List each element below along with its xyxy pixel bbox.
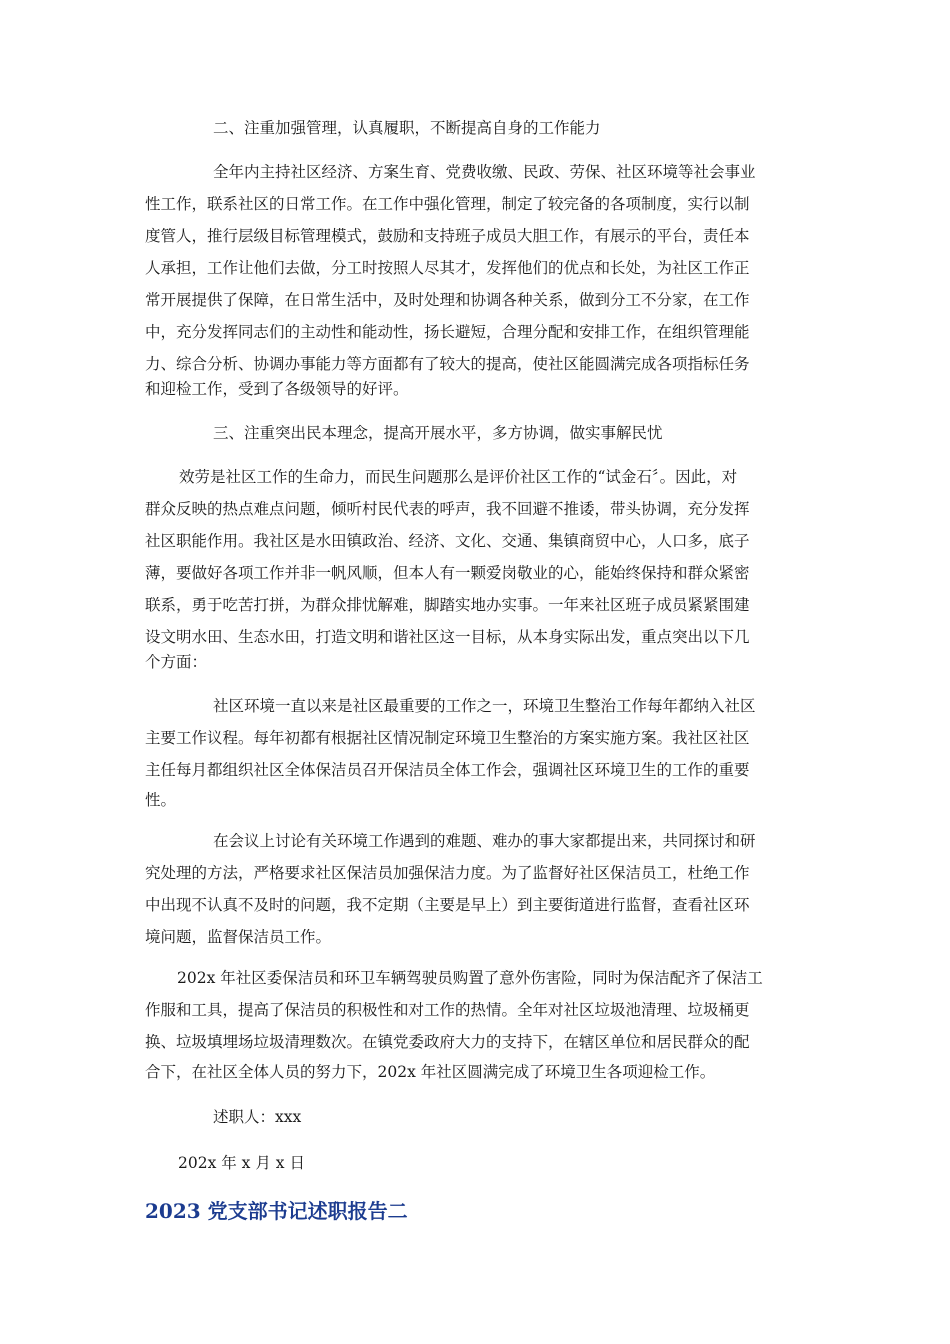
paragraph-line: 效劳是社区工作的生命力，而民生问题那么是评价社区工作的“试金石〞。因此，对 [179, 468, 738, 486]
signature: 述职人：xxx [213, 1108, 302, 1126]
paragraph-line: 中，充分发挥同志们的主动性和能动性，扬长避短，合理分配和安排工作，在组织管理能 [145, 323, 750, 341]
paragraph-line: 常开展提供了保障，在日常生活中，及时处理和协调各种关系，做到分工不分家，在工作 [145, 291, 750, 309]
paragraph-line: 中出现不认真不及时的问题，我不定期（主要是早上）到主要街道进行监督，查看社区环 [145, 896, 750, 914]
paragraph-line: 在会议上讨论有关环境工作遇到的难题、难办的事大家都提出来，共同探讨和研 [213, 832, 756, 850]
section-heading-2: 二、注重加强管理，认真履职，不断提高自身的工作能力 [213, 119, 601, 137]
paragraph-line: 设文明水田、生态水田，打造文明和谐社区这一目标，从本身实际出发，重点突出以下几 [145, 628, 750, 646]
paragraph-line: 合下，在社区全体人员的努力下，202x 年社区圆满完成了环境卫生各项迎检工作。 [145, 1063, 716, 1081]
section-heading-3: 三、注重突出民本理念，提高开展水平，多方协调，做实事解民忧 [213, 424, 663, 442]
paragraph-line: 作服和工具，提高了保洁员的积极性和对工作的热情。全年对社区垃圾池清理、垃圾桶更 [145, 1001, 750, 1019]
paragraph-line: 力、综合分析、协调办事能力等方面都有了较大的提高，使社区能圆满完成各项指标任务 [145, 355, 750, 373]
paragraph-line: 性。 [145, 791, 177, 809]
paragraph-line: 202x 年社区委保洁员和环卫车辆驾驶员购置了意外伤害险，同时为保洁配齐了保洁工 [177, 969, 763, 987]
paragraph-line: 主任每月都组织社区全体保洁员召开保洁员全体工作会，强调社区环境卫生的工作的重要 [145, 761, 750, 779]
paragraph-line: 主要工作议程。每年初都有根据社区情况制定环境卫生整治的方案实施方案。我社区社区 [145, 729, 750, 747]
paragraph-line: 社区职能作用。我社区是水田镇政治、经济、文化、交通、集镇商贸中心，人口多，底子 [145, 532, 750, 550]
paragraph-line: 人承担，工作让他们去做，分工时按照人尽其才，发挥他们的优点和长处，为社区工作正 [145, 259, 750, 277]
paragraph-line: 和迎检工作，受到了各级领导的好评。 [145, 380, 409, 398]
paragraph-line: 究处理的方法，严格要求社区保洁员加强保洁力度。为了监督好社区保洁员工，杜绝工作 [145, 864, 750, 882]
paragraph-line: 换、垃圾填埋场垃圾清理数次。在镇党委政府大力的支持下，在辖区单位和居民群众的配 [145, 1033, 750, 1051]
paragraph-line: 联系，勇于吃苦打拼，为群众排忧解难，脚踏实地办实事。一年来社区班子成员紧紧围建 [145, 596, 750, 614]
paragraph-line: 社区环境一直以来是社区最重要的工作之一，环境卫生整治工作每年都纳入社区 [213, 697, 756, 715]
paragraph-line: 全年内主持社区经济、方案生育、党费收缴、民政、劳保、社区环境等社会事业 [213, 163, 756, 181]
date: 202x 年 x 月 x 日 [178, 1154, 305, 1172]
paragraph-line: 度管人，推行层级目标管理模式，鼓励和支持班子成员大胆工作，有展示的平台，责任本 [145, 227, 750, 245]
section-title: 2023 党支部书记述职报告二 [145, 1199, 408, 1223]
paragraph-line: 境问题，监督保洁员工作。 [145, 928, 332, 946]
paragraph-line: 群众反映的热点难点问题，倾听村民代表的呼声，我不回避不推诿，带头协调，充分发挥 [145, 500, 750, 518]
paragraph-line: 薄，要做好各项工作并非一帆风顺，但本人有一颗爱岗敬业的心，能始终保持和群众紧密 [145, 564, 750, 582]
paragraph-line: 性工作，联系社区的日常工作。在工作中强化管理，制定了较完备的各项制度，实行以制 [145, 195, 750, 213]
paragraph-line: 个方面： [145, 653, 208, 671]
